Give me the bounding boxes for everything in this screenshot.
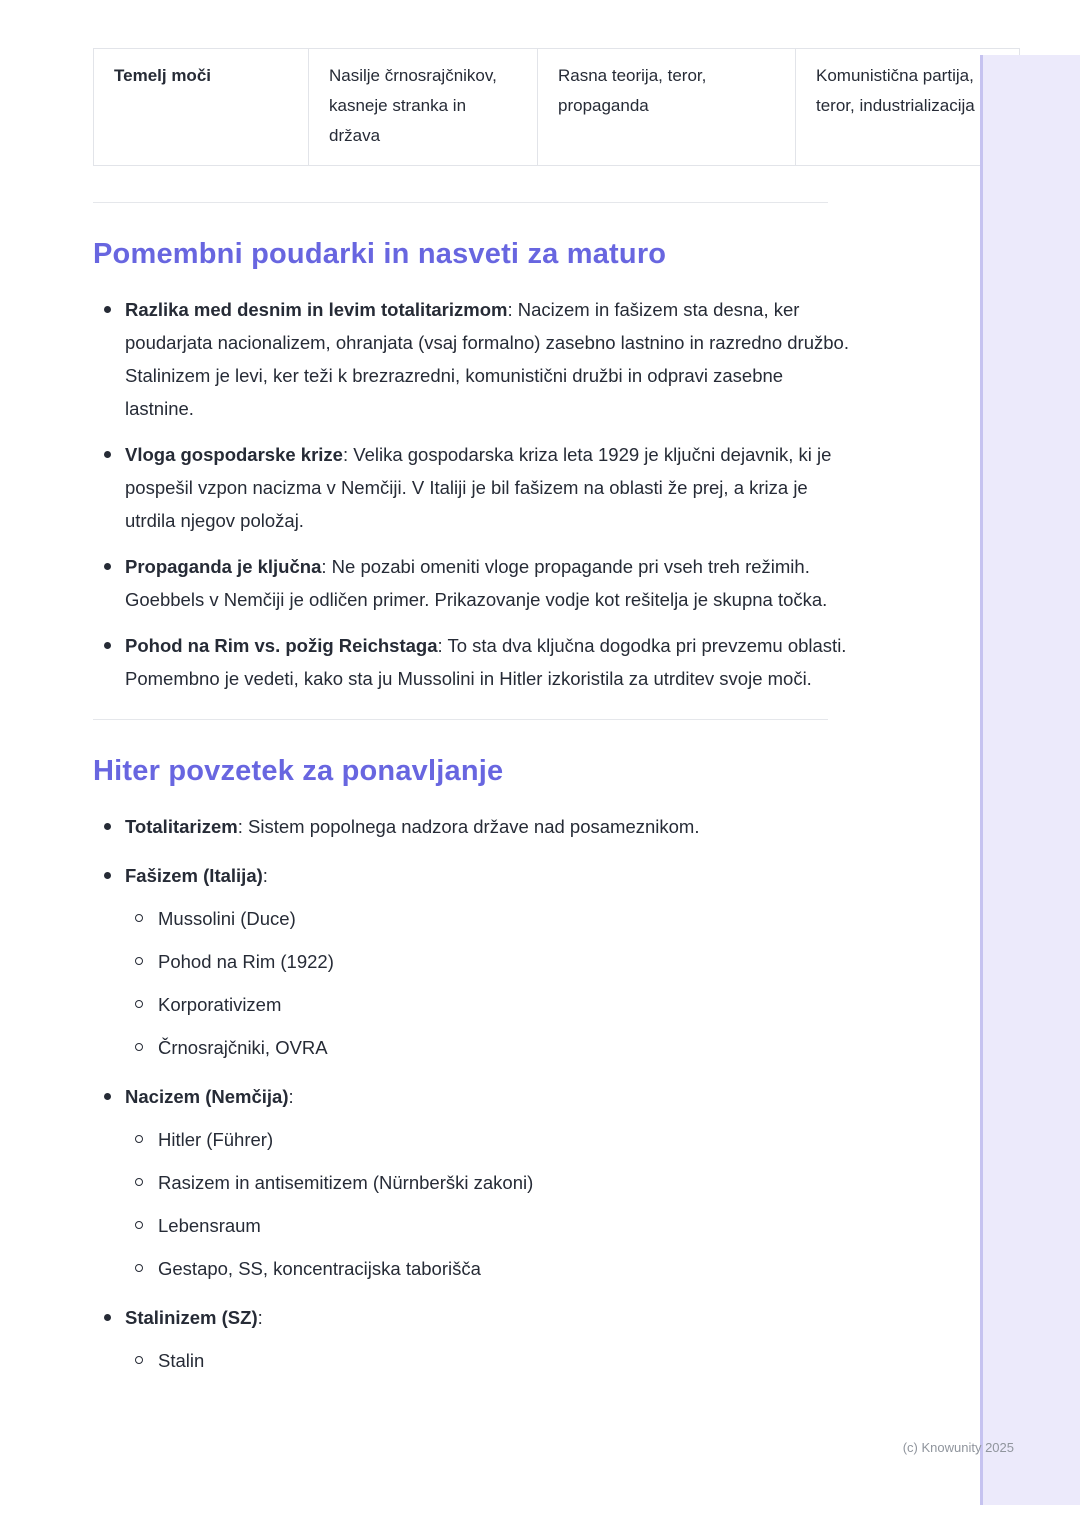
bullet-lead: Vloga gospodarske krize	[125, 444, 343, 465]
sub-list-item	[125, 988, 855, 1021]
bullet-body: :	[257, 1307, 263, 1328]
list-item	[93, 629, 855, 695]
bullet-body: : Sistem popolnega nadzora države nad posameznikom.	[237, 816, 700, 837]
sub-bullet-icon	[135, 1000, 143, 1008]
bullet-body: : Nacizem in fašizem sta desna, ker poudarjata nacionalizem, ohranjata (vsaj formalno) zasebno lastnino in razredno družbo. Stalinizem je levi, ker teži k brezrazredni, komunistični družbi in odpravi zasebne lastnine.	[125, 299, 849, 419]
sub-bullet-list	[125, 1123, 855, 1285]
bullet-text	[125, 629, 855, 695]
bullet-text	[125, 550, 855, 616]
bullet-lead: Pohod na Rim vs. požig Reichstaga	[125, 635, 438, 656]
sub-bullet-icon	[135, 914, 143, 922]
list-item	[93, 438, 855, 537]
section-divider	[93, 719, 828, 720]
bullet-body: : Ne pozabi omeniti vloge propagande pri vseh treh režimih. Goebbels v Nemčiji je odličen primer. Prikazovanje vodje kot rešitelja je skupna točka.	[125, 556, 828, 610]
watermark: (c) Knowunity 2025	[902, 1440, 1014, 1455]
bullet-body: :	[262, 865, 268, 886]
sub-list-item	[125, 1252, 855, 1285]
bullet-text	[125, 438, 855, 537]
sub-bullet-text: Hitler (Führer)	[158, 1129, 274, 1150]
table-cell: Komunistična partija, teror, industrializacija	[796, 49, 1020, 166]
sub-list-item	[125, 1031, 855, 1064]
sub-list-item	[125, 1123, 855, 1156]
bullet-icon	[104, 1314, 111, 1321]
sub-bullet-text: Stalin	[158, 1350, 205, 1371]
bullet-icon	[104, 1093, 111, 1100]
bullet-lead: Propaganda je ključna	[125, 556, 322, 577]
section-divider	[93, 202, 828, 203]
table-cell: Rasna teorija, teror, propaganda	[538, 49, 796, 166]
sub-list-item	[125, 945, 855, 978]
sub-bullet-icon	[135, 1221, 143, 1229]
sub-bullet-text: Pohod na Rim (1922)	[158, 951, 334, 972]
sub-bullet-text: Lebensraum	[158, 1215, 261, 1236]
sub-bullet-icon	[135, 1356, 143, 1364]
list-item	[93, 859, 855, 1064]
sub-list-item	[125, 1344, 855, 1377]
sub-list-item	[125, 1209, 855, 1242]
bullet-text	[125, 293, 855, 425]
bullet-body: : To sta dva ključna dogodka pri prevzemu oblasti. Pomembno je vedeti, kako sta ju Mussolini in Hitler izkoristila za utrditev svoje moči.	[125, 635, 847, 689]
bullet-body: : Velika gospodarska kriza leta 1929 je ključni dejavnik, ki je pospešil vzpon nacizma v Nemčiji. V Italiji je bil fašizem na oblasti že prej, a kriza je utrdila njegov položaj.	[125, 444, 832, 531]
section-title: Pomembni poudarki in nasveti za maturo	[93, 238, 667, 270]
bullet-lead: Nacizem (Nemčija)	[125, 1086, 289, 1107]
sub-bullet-text: Rasizem in antisemitizem (Nürnberški zakoni)	[158, 1172, 534, 1193]
sub-bullet-icon	[135, 957, 143, 965]
bullet-icon	[104, 642, 111, 649]
bullet-icon	[104, 451, 111, 458]
list-item	[93, 1301, 855, 1377]
bullet-body: :	[288, 1086, 294, 1107]
section-title: Hiter povzetek za ponavljanje	[93, 755, 504, 787]
table-row	[94, 49, 1020, 166]
sub-bullet-text: Gestapo, SS, koncentracijska taborišča	[158, 1258, 481, 1279]
sub-bullet-list	[125, 902, 855, 1064]
bullet-text	[125, 810, 855, 843]
bullet-lead: Fašizem (Italija)	[125, 865, 263, 886]
bullet-icon	[104, 872, 111, 879]
bullet-lead: Totalitarizem	[125, 816, 238, 837]
bullet-text	[125, 859, 855, 892]
sub-bullet-text: Korporativizem	[158, 994, 282, 1015]
sub-bullet-list	[125, 1344, 855, 1377]
row-header-cell: Temelj moči	[94, 49, 309, 166]
page-edge-decoration	[980, 55, 1080, 1505]
list-item	[93, 293, 855, 425]
list-item	[93, 1080, 855, 1285]
bullet-icon	[104, 306, 111, 313]
bullet-icon	[104, 823, 111, 830]
document-content	[93, 0, 975, 1393]
sub-list-item	[125, 1166, 855, 1199]
table-cell: Nasilje črnosrajčnikov, kasneje stranka in država	[309, 49, 538, 166]
bullet-list	[93, 810, 855, 1377]
sub-bullet-text: Mussolini (Duce)	[158, 908, 296, 929]
sub-bullet-icon	[135, 1178, 143, 1186]
bullet-text	[125, 1301, 855, 1334]
bullet-icon	[104, 563, 111, 570]
list-item	[93, 550, 855, 616]
notes-table	[93, 48, 1020, 166]
bullet-text	[125, 1080, 855, 1113]
sub-list-item	[125, 902, 855, 935]
list-item	[93, 810, 855, 843]
bullet-lead: Stalinizem (SZ)	[125, 1307, 258, 1328]
sub-bullet-icon	[135, 1135, 143, 1143]
sub-bullet-icon	[135, 1043, 143, 1051]
sub-bullet-icon	[135, 1264, 143, 1272]
bullet-lead: Razlika med desnim in levim totalitarizmom	[125, 299, 508, 320]
sub-bullet-text: Črnosrajčniki, OVRA	[158, 1037, 328, 1058]
bullet-list	[93, 293, 855, 695]
